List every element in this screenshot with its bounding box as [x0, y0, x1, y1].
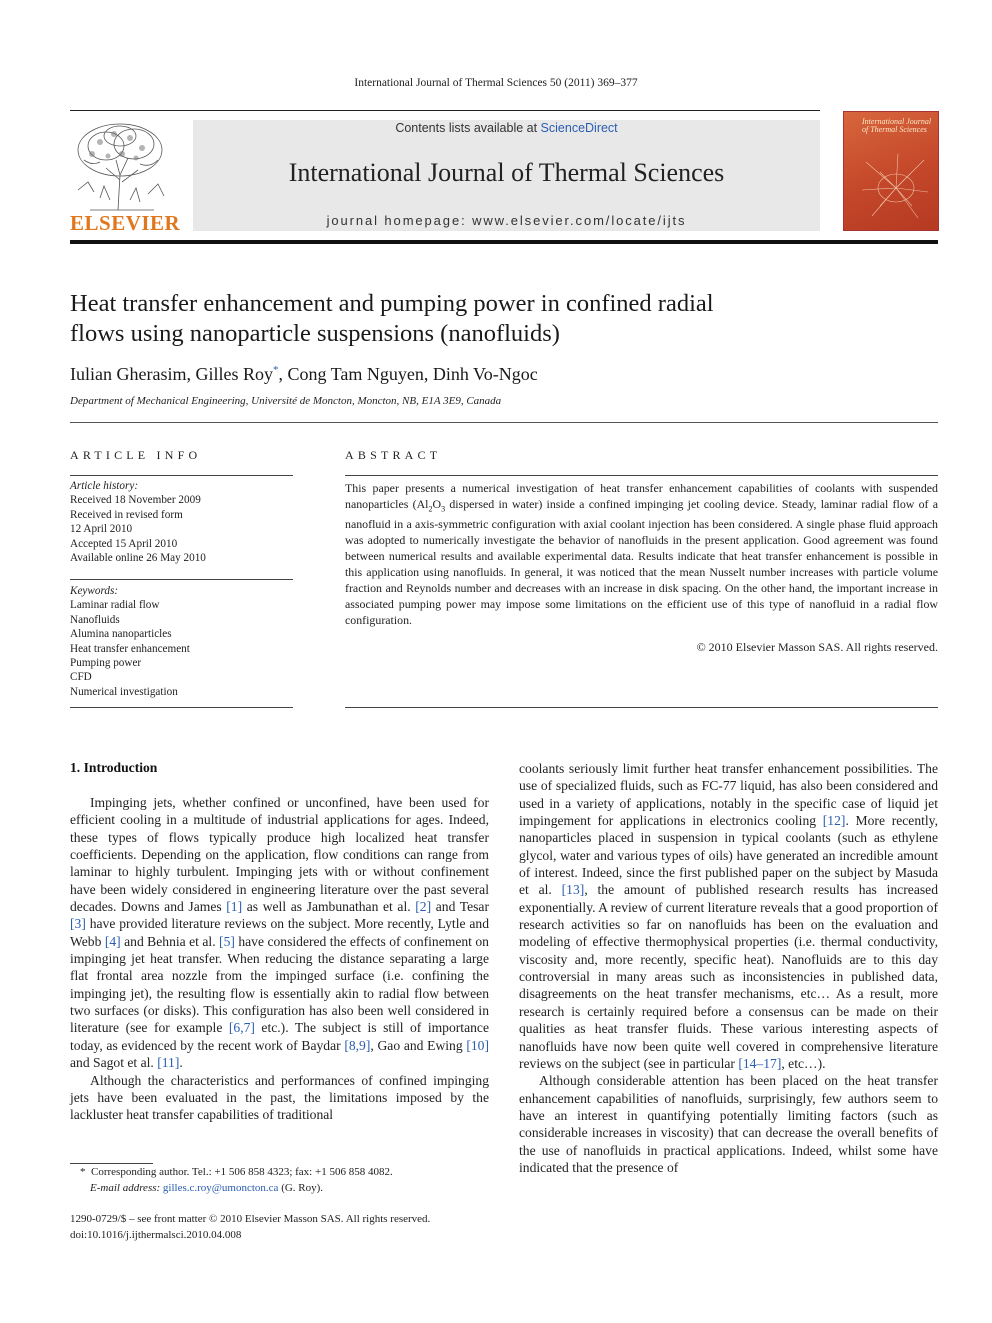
keyword-item: Laminar radial flow — [70, 599, 160, 612]
corresponding-author-mark[interactable]: * — [272, 364, 279, 376]
journal-citation: International Journal of Thermal Sciences 50 (2011) 369–377 — [354, 77, 638, 89]
paragraph-text: , etc…). — [781, 1055, 826, 1071]
journal-cover[interactable] — [843, 111, 939, 231]
paragraph: Although the characteristics and performances of confined impinging jets have been evaluated in the past, the limitations imposed by the lackluster heat transfer capabilities of traditional — [70, 1072, 489, 1123]
citation-reference[interactable]: [3] — [70, 916, 86, 932]
citation-reference[interactable]: [2] — [415, 899, 432, 915]
section-heading-introduction: 1. Introduction — [70, 760, 158, 775]
contents-prefix: Contents lists available at — [395, 121, 541, 135]
article-title-line: flows using nanoparticle suspensions (nanofluids) — [70, 320, 560, 347]
history-item: Available online 26 May 2010 — [70, 552, 206, 565]
journal-homepage[interactable]: journal homepage: www.elsevier.com/locate/ijts — [326, 213, 687, 228]
paragraph-text: Impinging jets, whether confined or unconfined, have been used for efficient cooling in a multitude of industrial applications for ages. Indeed, these types of flows typically produce high localized heat transfer coefficients. Depending on the application, flow conditions can range from laminar to highly turbulent. Impinging jets with or without confinement have been widely considered in engineering literature over the past several decades. Downs and James — [70, 795, 489, 915]
citation-reference[interactable]: [8,9] — [344, 1037, 371, 1053]
body-column-right — [519, 760, 938, 1176]
authors-text: Iulian Gherasim, Gilles Roy — [70, 364, 273, 384]
paragraph-text: etc.). The subject is still of importance today, as evidenced by the recent work of Baydar — [70, 1020, 489, 1053]
abstract-segment: dispersed in water) inside a confined impinging jet cooling device. Steady, laminar radial flow of a nanofluid in a axis-symmetric configuration with axial coolant injection has been considered. A single phase fluid approach was adopted to numerically investigate the behavior of nanofluids in the present application. Good agreement was found between numerical results and available experimental data. Results indicate that heat transfer enhancement is possible in this application using nanofluids. In general, it was noticed that the mean Nusselt number increases with particle volume fraction and Reynolds number and decreases with an increase in disk spacing. On the other hand, the important increase in associated pumping power may impose some limitations on the efficient use of this type of nanofluid in a radial flow configuration. — [345, 496, 938, 627]
body-column-left — [70, 794, 489, 1124]
article-info-rule — [70, 475, 293, 476]
article-info-rule — [70, 707, 293, 708]
email-link[interactable]: gilles.c.roy@umoncton.ca — [162, 1181, 279, 1194]
citation-reference[interactable]: [1] — [226, 899, 243, 915]
abstract-rule — [345, 707, 938, 708]
keyword-item: CFD — [70, 671, 92, 684]
keyword-item: Nanofluids — [70, 613, 120, 626]
keyword-item: Alumina nanoparticles — [70, 628, 172, 641]
footnote-email — [70, 1181, 489, 1197]
abstract-heading: ABSTRACT — [345, 448, 442, 462]
paragraph-text: , the amount of published research results has increased exponentially. A review of current literature reveals that a good proportion of research activities so far on nanofluids has been on the evaluation and modeling of effective thermophysical properties (i.e. thermal conductivity, viscosity and, more recently, specific heat). Nanofluids are to this day controversial in many areas such as inconsistencies in published data, disagreements on the heat transfer mechanisms, etc… As a result, more research is certainly required before a consensus can be made on their qualities as heat transfer fluids. These various interesting aspects of nanofluids have now been quite well covered in comprehensive literature reviews on the subject (see in particular — [519, 882, 938, 1071]
abstract-text — [345, 481, 938, 629]
journal-title: International Journal of Thermal Sciences — [288, 158, 725, 187]
paragraph: Although considerable attention has been placed on the heat transfer enhancement capabilities of nanofluids, surprisingly, few authors seem to have an interest in quantifying potentially limiting factors (such as considerable increases in viscosity) that can decrease the overall benefits of the use of nanofluids in practical applications. Indeed, whilst some have indicated that the presence of — [519, 1073, 938, 1175]
footnote-mark: * — [80, 1166, 86, 1178]
issn-line: 1290-0729/$ – see front matter © 2010 Elsevier Masson SAS. All rights reserved. — [70, 1213, 431, 1225]
article-info-rule — [70, 579, 293, 580]
email-suffix: (G. Roy). — [278, 1181, 324, 1194]
author-list — [70, 364, 830, 385]
citation-reference[interactable]: [4] — [104, 933, 121, 949]
abstract-subscript: 2 — [428, 504, 433, 514]
contents-line — [193, 121, 820, 135]
doi-line[interactable]: doi:10.1016/j.ijthermalsci.2010.04.008 — [70, 1228, 242, 1241]
citation-reference[interactable]: [5] — [219, 933, 235, 949]
journal-banner — [193, 120, 820, 231]
authors-text: , Cong Tam Nguyen, Dinh Vo-Ngoc — [278, 364, 538, 384]
corresponding-author-text: Corresponding author. Tel.: +1 506 858 4323; fax: +1 506 858 4082. — [91, 1166, 393, 1178]
elsevier-logo[interactable] — [70, 120, 181, 235]
history-item: Received 18 November 2009 — [70, 494, 201, 507]
header-rule — [70, 110, 820, 111]
paragraph-text: and Tesar — [431, 899, 489, 915]
article-title-line: Heat transfer enhancement and pumping power in confined radial — [70, 290, 714, 317]
keyword-item: Heat transfer enhancement — [70, 642, 190, 655]
history-item: 12 April 2010 — [70, 523, 133, 536]
abstract-rule — [345, 475, 938, 476]
footnote-rule — [70, 1163, 153, 1164]
history-item: Received in revised form — [70, 508, 183, 521]
citation-reference[interactable]: [10] — [466, 1037, 489, 1053]
affiliation: Department of Mechanical Engineering, Université de Moncton, Moncton, NB, E1A 3E9, Canada — [70, 395, 502, 407]
elsevier-logo-text: ELSEVIER — [70, 211, 181, 235]
citation-reference[interactable]: [13] — [561, 882, 585, 898]
citation-reference[interactable]: [11] — [157, 1055, 180, 1071]
paragraph-text: as well as Jambunathan et al. — [242, 899, 416, 915]
citation-reference[interactable]: [6,7] — [228, 1020, 255, 1036]
paragraph — [519, 760, 938, 1072]
elsevier-tree-logo-icon — [70, 120, 172, 212]
paragraph-text: , Gao and Ewing — [370, 1037, 467, 1053]
keyword-item: Numerical investigation — [70, 685, 178, 698]
cover-title: International Journal of Thermal Sciences — [862, 117, 932, 134]
abstract-segment: O — [432, 496, 442, 511]
history-label: Article history: — [70, 480, 139, 492]
footnote-corresponding — [70, 1165, 489, 1181]
abstract-subscript: 3 — [441, 504, 446, 514]
front-matter — [70, 1212, 670, 1243]
paragraph-text: coolants seriously limit further heat transfer enhancement possibilities. The use of specialized fluids, such as FC-77 liquid, has also been considered and used in a variety of applications, notably in the specific case of liquid jet impingement for applications in electronics cooling — [519, 761, 938, 829]
sciencedirect-link[interactable]: ScienceDirect — [540, 121, 618, 135]
keywords-label: Keywords: — [70, 585, 119, 597]
keywords — [70, 584, 293, 699]
paragraph-text: and Behnia et al. — [120, 933, 220, 949]
email-label: E-mail address: — [90, 1181, 163, 1194]
article-info-heading: ARTICLE INFO — [70, 448, 202, 462]
abstract-segment: This paper presents a numerical investigation of heat transfer enhancement capabilities of coolants with suspended nanoparticles (Al — [345, 481, 938, 511]
paragraph-text: and Sagot et al. — [70, 1055, 158, 1071]
footnote — [70, 1165, 489, 1196]
journal-cover-thumbnail-icon — [858, 152, 932, 222]
affiliation-rule — [70, 422, 938, 423]
paragraph-text: . More recently, nanoparticles placed in suspension in typical coolants (such as ethylene glycol, water and various types of oils) have generated an incredible amount of interest. Indeed, since the first published paper on the subject by Masuda et al. — [519, 813, 938, 898]
paragraph-text: have considered the effects of confinement on impinging jet heat transfer. When reducing the distance separating a large flat frontal area nozzle from the impinged surface (i.e. confining the impinging jet), the resulting flow is essentially akin to radial flow between two surfaces (or disks). This configuration has also been well considered in literature (see for example — [70, 933, 489, 1036]
paragraph — [70, 794, 489, 1072]
article-title — [70, 289, 830, 349]
header-thick-rule — [70, 240, 938, 244]
history-item: Accepted 15 April 2010 — [70, 537, 178, 550]
article-history — [70, 479, 293, 565]
paragraph-text: have provided literature reviews on the subject. More recently, Lytle and Webb — [70, 916, 489, 949]
abstract-copyright: © 2010 Elsevier Masson SAS. All rights reserved. — [696, 640, 938, 654]
citation-reference[interactable]: [12] — [822, 813, 846, 829]
paragraph-text: . — [179, 1055, 183, 1071]
citation-reference[interactable]: [14–17] — [738, 1055, 782, 1071]
keyword-item: Pumping power — [70, 657, 142, 670]
